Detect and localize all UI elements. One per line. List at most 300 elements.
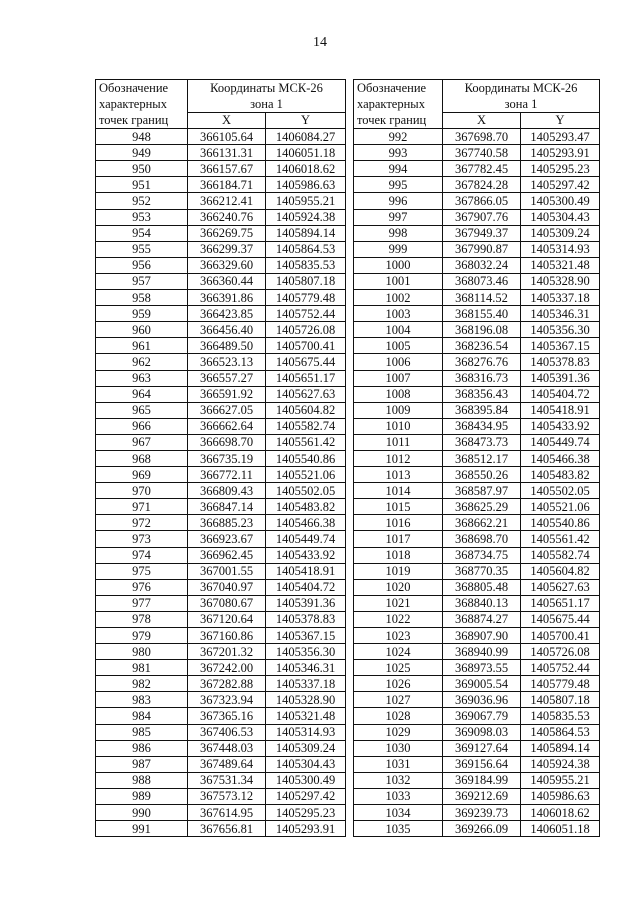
point-number-cell: 979 bbox=[96, 628, 188, 644]
y-cell: 1405779.48 bbox=[266, 290, 346, 306]
point-number-cell: 1020 bbox=[354, 579, 443, 595]
point-number-cell: 987 bbox=[96, 756, 188, 772]
y-cell: 1405356.30 bbox=[521, 322, 600, 338]
y-cell: 1405346.31 bbox=[521, 306, 600, 322]
x-cell: 366523.13 bbox=[188, 354, 266, 370]
table-row bbox=[96, 338, 346, 354]
point-number-cell: 1023 bbox=[354, 628, 443, 644]
y-cell: 1405367.15 bbox=[521, 338, 600, 354]
point-number-cell: 950 bbox=[96, 161, 188, 177]
point-number-cell: 980 bbox=[96, 644, 188, 660]
table-row bbox=[354, 370, 600, 386]
table-row bbox=[354, 515, 600, 531]
point-number-cell: 1004 bbox=[354, 322, 443, 338]
table-row bbox=[96, 756, 346, 772]
coordinates-table-left bbox=[95, 79, 346, 837]
table-row bbox=[96, 386, 346, 402]
point-number-cell: 986 bbox=[96, 740, 188, 756]
y-cell: 1405466.38 bbox=[521, 450, 600, 466]
point-number-cell: 1024 bbox=[354, 644, 443, 660]
x-cell: 367656.81 bbox=[188, 821, 266, 837]
table-row bbox=[354, 161, 600, 177]
point-number-cell: 1012 bbox=[354, 450, 443, 466]
point-number-cell: 1001 bbox=[354, 273, 443, 289]
point-number-cell: 1005 bbox=[354, 338, 443, 354]
y-cell: 1405561.42 bbox=[266, 434, 346, 450]
table-row bbox=[96, 434, 346, 450]
point-number-cell: 998 bbox=[354, 225, 443, 241]
point-number-cell: 1017 bbox=[354, 531, 443, 547]
table-row bbox=[354, 660, 600, 676]
point-number-cell: 1014 bbox=[354, 483, 443, 499]
x-cell: 369156.64 bbox=[443, 756, 521, 772]
point-number-cell: 1021 bbox=[354, 595, 443, 611]
table-row bbox=[354, 225, 600, 241]
x-cell: 368805.48 bbox=[443, 579, 521, 595]
y-cell: 1405391.36 bbox=[266, 595, 346, 611]
point-number-cell: 991 bbox=[96, 821, 188, 837]
point-number-cell: 948 bbox=[96, 129, 188, 145]
table-row bbox=[354, 676, 600, 692]
y-cell: 1405300.49 bbox=[266, 772, 346, 788]
x-cell: 366184.71 bbox=[188, 177, 266, 193]
y-cell: 1405540.86 bbox=[266, 450, 346, 466]
x-cell: 367489.64 bbox=[188, 756, 266, 772]
point-number-cell: 1006 bbox=[354, 354, 443, 370]
point-number-cell: 982 bbox=[96, 676, 188, 692]
table-row bbox=[96, 708, 346, 724]
y-cell: 1405807.18 bbox=[521, 692, 600, 708]
x-cell: 368032.24 bbox=[443, 257, 521, 273]
x-cell: 369098.03 bbox=[443, 724, 521, 740]
table-row bbox=[96, 579, 346, 595]
x-cell: 368550.26 bbox=[443, 467, 521, 483]
coordinate-system-header: Координаты МСК-26 зона 1 bbox=[443, 80, 600, 113]
table-row bbox=[354, 611, 600, 627]
x-cell: 368196.08 bbox=[443, 322, 521, 338]
x-cell: 369212.69 bbox=[443, 788, 521, 804]
table-row bbox=[354, 273, 600, 289]
x-cell: 368155.40 bbox=[443, 306, 521, 322]
x-cell: 366962.45 bbox=[188, 547, 266, 563]
point-number-cell: 981 bbox=[96, 660, 188, 676]
y-cell: 1405986.63 bbox=[521, 788, 600, 804]
x-cell: 366662.64 bbox=[188, 418, 266, 434]
y-cell: 1405367.15 bbox=[266, 628, 346, 644]
point-number-cell: 963 bbox=[96, 370, 188, 386]
y-cell: 1405321.48 bbox=[266, 708, 346, 724]
point-number-cell: 988 bbox=[96, 772, 188, 788]
y-cell: 1405449.74 bbox=[521, 434, 600, 450]
point-number-cell: 1009 bbox=[354, 402, 443, 418]
x-cell: 367406.53 bbox=[188, 724, 266, 740]
point-number-cell: 978 bbox=[96, 611, 188, 627]
table-row bbox=[96, 241, 346, 257]
point-label-header: Обозначение характерных точек границ bbox=[96, 80, 188, 129]
x-cell: 366131.31 bbox=[188, 145, 266, 161]
x-cell: 366847.14 bbox=[188, 499, 266, 515]
x-cell: 367120.64 bbox=[188, 611, 266, 627]
table-row bbox=[96, 402, 346, 418]
point-number-cell: 960 bbox=[96, 322, 188, 338]
table-row bbox=[354, 402, 600, 418]
y-cell: 1405297.42 bbox=[266, 788, 346, 804]
y-cell: 1405540.86 bbox=[521, 515, 600, 531]
y-cell: 1405604.82 bbox=[266, 402, 346, 418]
y-cell: 1405752.44 bbox=[521, 660, 600, 676]
point-label-header: Обозначение характерных точек границ bbox=[354, 80, 443, 129]
table-row bbox=[96, 483, 346, 499]
y-cell: 1405404.72 bbox=[521, 386, 600, 402]
x-cell: 368473.73 bbox=[443, 434, 521, 450]
table-row bbox=[96, 611, 346, 627]
x-cell: 368316.73 bbox=[443, 370, 521, 386]
y-cell: 1405483.82 bbox=[266, 499, 346, 515]
point-number-cell: 969 bbox=[96, 467, 188, 483]
y-cell: 1405404.72 bbox=[266, 579, 346, 595]
y-cell: 1405378.83 bbox=[521, 354, 600, 370]
y-cell: 1406018.62 bbox=[521, 805, 600, 821]
x-cell: 366240.76 bbox=[188, 209, 266, 225]
coordinate-system-header: Координаты МСК-26 зона 1 bbox=[188, 80, 346, 113]
y-cell: 1405356.30 bbox=[266, 644, 346, 660]
x-cell: 367282.88 bbox=[188, 676, 266, 692]
table-row bbox=[354, 805, 600, 821]
x-cell: 367001.55 bbox=[188, 563, 266, 579]
table-row bbox=[354, 595, 600, 611]
x-cell: 366489.50 bbox=[188, 338, 266, 354]
x-cell: 366591.92 bbox=[188, 386, 266, 402]
x-cell: 367365.16 bbox=[188, 708, 266, 724]
point-number-cell: 953 bbox=[96, 209, 188, 225]
x-cell: 367080.67 bbox=[188, 595, 266, 611]
table-row bbox=[96, 418, 346, 434]
x-cell: 367907.76 bbox=[443, 209, 521, 225]
x-cell: 366105.64 bbox=[188, 129, 266, 145]
table-row bbox=[354, 129, 600, 145]
y-cell: 1405924.38 bbox=[266, 209, 346, 225]
table-row bbox=[96, 161, 346, 177]
y-cell: 1405433.92 bbox=[266, 547, 346, 563]
table-row bbox=[96, 515, 346, 531]
x-cell: 367614.95 bbox=[188, 805, 266, 821]
x-cell: 369005.54 bbox=[443, 676, 521, 692]
y-cell: 1405346.31 bbox=[266, 660, 346, 676]
table-row bbox=[354, 628, 600, 644]
x-cell: 366360.44 bbox=[188, 273, 266, 289]
y-cell: 1405675.44 bbox=[266, 354, 346, 370]
y-cell: 1405328.90 bbox=[521, 273, 600, 289]
table-row bbox=[354, 756, 600, 772]
y-cell: 1405293.91 bbox=[266, 821, 346, 837]
x-cell: 368356.43 bbox=[443, 386, 521, 402]
x-cell: 366391.86 bbox=[188, 290, 266, 306]
point-number-cell: 961 bbox=[96, 338, 188, 354]
y-cell: 1405418.91 bbox=[266, 563, 346, 579]
y-cell: 1405309.24 bbox=[521, 225, 600, 241]
x-cell: 367740.58 bbox=[443, 145, 521, 161]
y-cell: 1405314.93 bbox=[266, 724, 346, 740]
y-cell: 1405726.08 bbox=[266, 322, 346, 338]
table-row bbox=[96, 370, 346, 386]
table-row bbox=[354, 145, 600, 161]
x-cell: 366329.60 bbox=[188, 257, 266, 273]
table-row bbox=[354, 450, 600, 466]
y-cell: 1405807.18 bbox=[266, 273, 346, 289]
point-number-cell: 1011 bbox=[354, 434, 443, 450]
x-cell: 367323.94 bbox=[188, 692, 266, 708]
table-row bbox=[354, 322, 600, 338]
y-cell: 1405391.36 bbox=[521, 370, 600, 386]
table-row bbox=[354, 788, 600, 804]
table-row bbox=[96, 306, 346, 322]
x-cell: 366627.05 bbox=[188, 402, 266, 418]
y-cell: 1405433.92 bbox=[521, 418, 600, 434]
y-cell: 1405726.08 bbox=[521, 644, 600, 660]
y-cell: 1405297.42 bbox=[521, 177, 600, 193]
y-cell: 1405328.90 bbox=[266, 692, 346, 708]
y-cell: 1405604.82 bbox=[521, 563, 600, 579]
x-cell: 368770.35 bbox=[443, 563, 521, 579]
y-cell: 1405309.24 bbox=[266, 740, 346, 756]
point-number-cell: 976 bbox=[96, 579, 188, 595]
y-cell: 1405304.43 bbox=[521, 209, 600, 225]
point-number-cell: 1002 bbox=[354, 290, 443, 306]
x-cell: 367201.32 bbox=[188, 644, 266, 660]
y-cell: 1405502.05 bbox=[521, 483, 600, 499]
x-cell: 366456.40 bbox=[188, 322, 266, 338]
page-number: 14 bbox=[313, 35, 327, 50]
y-cell: 1405321.48 bbox=[521, 257, 600, 273]
table-row bbox=[354, 177, 600, 193]
point-number-cell: 990 bbox=[96, 805, 188, 821]
point-number-cell: 1035 bbox=[354, 821, 443, 837]
point-number-cell: 994 bbox=[354, 161, 443, 177]
y-cell: 1405955.21 bbox=[521, 772, 600, 788]
x-cell: 368840.13 bbox=[443, 595, 521, 611]
x-cell: 368662.21 bbox=[443, 515, 521, 531]
x-cell: 368512.17 bbox=[443, 450, 521, 466]
point-number-cell: 965 bbox=[96, 402, 188, 418]
table-row bbox=[354, 434, 600, 450]
point-number-cell: 968 bbox=[96, 450, 188, 466]
table-row bbox=[354, 193, 600, 209]
y-cell: 1405295.23 bbox=[266, 805, 346, 821]
point-number-cell: 974 bbox=[96, 547, 188, 563]
point-number-cell: 1000 bbox=[354, 257, 443, 273]
x-cell: 368973.55 bbox=[443, 660, 521, 676]
y-cell: 1405700.41 bbox=[266, 338, 346, 354]
table-row bbox=[354, 499, 600, 515]
x-cell: 367949.37 bbox=[443, 225, 521, 241]
table-row bbox=[354, 644, 600, 660]
x-cell: 367573.12 bbox=[188, 788, 266, 804]
x-cell: 368874.27 bbox=[443, 611, 521, 627]
table-row bbox=[96, 129, 346, 145]
y-cell: 1405864.53 bbox=[266, 241, 346, 257]
x-cell: 369067.79 bbox=[443, 708, 521, 724]
x-cell: 367448.03 bbox=[188, 740, 266, 756]
point-number-cell: 985 bbox=[96, 724, 188, 740]
x-header: X bbox=[188, 113, 266, 129]
y-cell: 1405582.74 bbox=[521, 547, 600, 563]
x-cell: 367782.45 bbox=[443, 161, 521, 177]
table-row bbox=[354, 209, 600, 225]
table-row bbox=[96, 354, 346, 370]
point-number-cell: 996 bbox=[354, 193, 443, 209]
point-number-cell: 1034 bbox=[354, 805, 443, 821]
table-row bbox=[96, 273, 346, 289]
point-number-cell: 999 bbox=[354, 241, 443, 257]
table-row bbox=[354, 708, 600, 724]
point-number-cell: 949 bbox=[96, 145, 188, 161]
y-cell: 1405304.43 bbox=[266, 756, 346, 772]
point-number-cell: 955 bbox=[96, 241, 188, 257]
table-row bbox=[354, 483, 600, 499]
table-row bbox=[96, 805, 346, 821]
point-number-cell: 1010 bbox=[354, 418, 443, 434]
y-cell: 1406051.18 bbox=[521, 821, 600, 837]
table-row bbox=[96, 628, 346, 644]
table-row bbox=[354, 563, 600, 579]
point-number-cell: 1029 bbox=[354, 724, 443, 740]
table-row bbox=[96, 145, 346, 161]
table-row bbox=[354, 547, 600, 563]
x-cell: 366212.41 bbox=[188, 193, 266, 209]
table-row bbox=[96, 547, 346, 563]
point-number-cell: 1025 bbox=[354, 660, 443, 676]
table-row bbox=[96, 322, 346, 338]
y-cell: 1405986.63 bbox=[266, 177, 346, 193]
point-number-cell: 1032 bbox=[354, 772, 443, 788]
table-row bbox=[96, 724, 346, 740]
point-number-cell: 972 bbox=[96, 515, 188, 531]
x-cell: 366885.23 bbox=[188, 515, 266, 531]
point-number-cell: 1016 bbox=[354, 515, 443, 531]
table-row bbox=[354, 241, 600, 257]
point-number-cell: 977 bbox=[96, 595, 188, 611]
x-cell: 368625.29 bbox=[443, 499, 521, 515]
x-cell: 366735.19 bbox=[188, 450, 266, 466]
point-number-cell: 1022 bbox=[354, 611, 443, 627]
point-number-cell: 993 bbox=[354, 145, 443, 161]
x-cell: 366157.67 bbox=[188, 161, 266, 177]
y-cell: 1405483.82 bbox=[521, 467, 600, 483]
y-cell: 1405924.38 bbox=[521, 756, 600, 772]
point-number-cell: 964 bbox=[96, 386, 188, 402]
point-number-cell: 962 bbox=[96, 354, 188, 370]
x-cell: 366269.75 bbox=[188, 225, 266, 241]
x-cell: 367040.97 bbox=[188, 579, 266, 595]
table-row bbox=[96, 740, 346, 756]
y-cell: 1405561.42 bbox=[521, 531, 600, 547]
x-cell: 366299.37 bbox=[188, 241, 266, 257]
point-number-cell: 958 bbox=[96, 290, 188, 306]
point-number-cell: 1028 bbox=[354, 708, 443, 724]
y-cell: 1405894.14 bbox=[521, 740, 600, 756]
table-row bbox=[96, 499, 346, 515]
point-number-cell: 954 bbox=[96, 225, 188, 241]
x-cell: 368698.70 bbox=[443, 531, 521, 547]
x-cell: 366423.85 bbox=[188, 306, 266, 322]
table-row bbox=[96, 531, 346, 547]
point-number-cell: 1018 bbox=[354, 547, 443, 563]
table-row bbox=[96, 450, 346, 466]
table-row bbox=[354, 821, 600, 837]
y-header: Y bbox=[266, 113, 346, 129]
x-cell: 368587.97 bbox=[443, 483, 521, 499]
table-row bbox=[96, 772, 346, 788]
x-cell: 366809.43 bbox=[188, 483, 266, 499]
x-cell: 366698.70 bbox=[188, 434, 266, 450]
y-cell: 1405466.38 bbox=[266, 515, 346, 531]
y-cell: 1405700.41 bbox=[521, 628, 600, 644]
x-cell: 368114.52 bbox=[443, 290, 521, 306]
table-row bbox=[354, 306, 600, 322]
table-row bbox=[354, 290, 600, 306]
point-number-cell: 951 bbox=[96, 177, 188, 193]
point-number-cell: 1013 bbox=[354, 467, 443, 483]
table-row bbox=[354, 579, 600, 595]
table-row bbox=[96, 660, 346, 676]
y-cell: 1405337.18 bbox=[266, 676, 346, 692]
y-cell: 1405955.21 bbox=[266, 193, 346, 209]
table-row bbox=[354, 338, 600, 354]
y-cell: 1405502.05 bbox=[266, 483, 346, 499]
x-cell: 367866.05 bbox=[443, 193, 521, 209]
table-row bbox=[354, 724, 600, 740]
y-cell: 1405521.06 bbox=[266, 467, 346, 483]
point-number-cell: 1007 bbox=[354, 370, 443, 386]
x-cell: 367160.86 bbox=[188, 628, 266, 644]
table-row bbox=[354, 354, 600, 370]
y-cell: 1405894.14 bbox=[266, 225, 346, 241]
table-row bbox=[96, 193, 346, 209]
y-cell: 1405582.74 bbox=[266, 418, 346, 434]
point-number-cell: 967 bbox=[96, 434, 188, 450]
table-row bbox=[354, 772, 600, 788]
point-number-cell: 1019 bbox=[354, 563, 443, 579]
x-cell: 369266.09 bbox=[443, 821, 521, 837]
table-row bbox=[354, 418, 600, 434]
y-cell: 1405651.17 bbox=[266, 370, 346, 386]
y-header: Y bbox=[521, 113, 600, 129]
table-row bbox=[96, 788, 346, 804]
x-cell: 367698.70 bbox=[443, 129, 521, 145]
x-cell: 367531.34 bbox=[188, 772, 266, 788]
point-number-cell: 966 bbox=[96, 418, 188, 434]
coordinates-table-right bbox=[353, 79, 600, 837]
y-cell: 1405651.17 bbox=[521, 595, 600, 611]
y-cell: 1405627.63 bbox=[521, 579, 600, 595]
table-row bbox=[354, 531, 600, 547]
x-cell: 366923.67 bbox=[188, 531, 266, 547]
table-row bbox=[96, 257, 346, 273]
point-number-cell: 995 bbox=[354, 177, 443, 193]
y-cell: 1405418.91 bbox=[521, 402, 600, 418]
x-cell: 368276.76 bbox=[443, 354, 521, 370]
table-row bbox=[96, 821, 346, 837]
y-cell: 1405835.53 bbox=[266, 257, 346, 273]
x-cell: 368434.95 bbox=[443, 418, 521, 434]
y-cell: 1405300.49 bbox=[521, 193, 600, 209]
table-row bbox=[96, 290, 346, 306]
point-number-cell: 957 bbox=[96, 273, 188, 289]
table-row bbox=[354, 386, 600, 402]
x-cell: 367824.28 bbox=[443, 177, 521, 193]
point-number-cell: 983 bbox=[96, 692, 188, 708]
point-number-cell: 973 bbox=[96, 531, 188, 547]
